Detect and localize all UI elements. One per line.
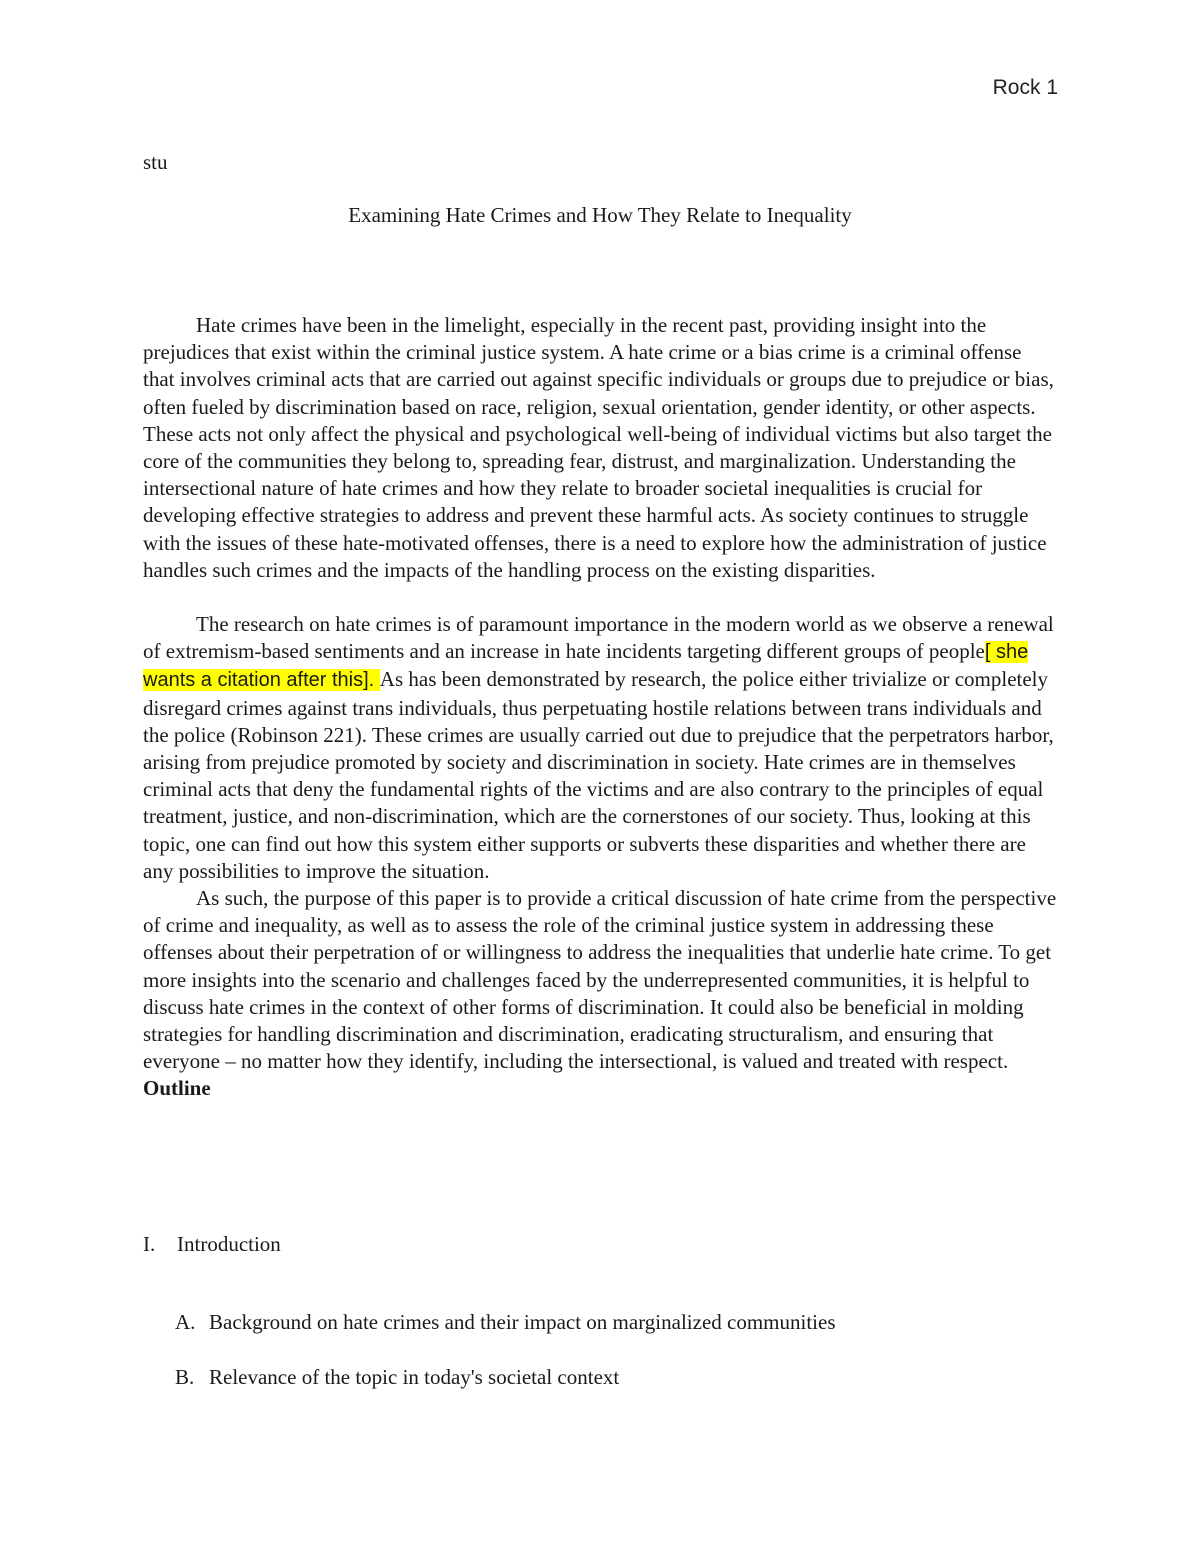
outline-item-background [175,1310,836,1335]
student-name-line: stu [143,150,168,174]
outline-item-introduction [143,1232,281,1257]
outline-item-relevance [175,1365,619,1390]
paper-title: Examining Hate Crimes and How They Relate to Inequality [348,203,852,227]
paper-body [143,312,1058,1103]
outline-item-number: B. [175,1365,195,1389]
outline-item-text: Introduction [177,1232,281,1256]
paragraph-research [143,611,1058,885]
outline-heading: Outline [143,1076,211,1101]
paragraph-intro: Hate crimes have been in the limelight, especially in the recent past, providing insight into the prejudices that exist within the criminal justice system. A hate crime or a bias crime is a criminal offense that involves criminal acts that are carried out against specific individuals or groups due to prejudice or bias, often fueled by discrimination based on race, religion, sexual orientation, gender identity, or other aspects. These acts not only affect the physical and psychological well-being of individual victims but also target the core of the communities they belong to, spreading fear, distrust, and marginalization. Understanding the intersectional nature of hate crimes and how they relate to broader societal inequalities is crucial for developing effective strategies to address and prevent these harmful acts. As society continues to struggle with the issues of these hate-motivated offenses, there is a need to explore how the administration of justice handles such crimes and the impacts of the handling process on the existing disparities. [143,313,1054,582]
outline-item-number: A. [175,1310,196,1334]
paragraph-research-text-after: As has been demonstrated by research, the police either trivialize or completely disregard crimes against trans individuals, thus perpetuating hostile relations between trans individuals and the police (Robinson 221). These crimes are usually carried out due to prejudice that the perpetrators harbor, arising from prejudice promoted by society and discrimination in society. Hate crimes are in themselves criminal acts that deny the fundamental rights of the victims and are also contrary to the principles of equal treatment, justice, and non-discrimination, which are the cornerstones of our society. Thus, looking at this topic, one can find out how this system either supports or subverts these disparities and whether there are any possibilities to improve the situation. [143,667,1054,883]
page-header: Rock 1 [992,76,1058,99]
outline-item-number: I. [143,1232,156,1256]
paragraph-research-text-before: The research on hate crimes is of paramount importance in the modern world as we observe a renewal of extremism-based sentiments and an increase in hate incidents targeting different groups of people [143,612,1054,664]
outline-item-text: Relevance of the topic in today's societal context [209,1365,620,1389]
reviewer-comment-highlight: [ she wants a citation after this]. [143,641,1029,692]
paragraph-purpose: As such, the purpose of this paper is to provide a critical discussion of hate crime from the perspective of crime and inequality, as well as to assess the role of the criminal justice system in addressing these offenses about their perpetration of or willingness to address the inequalities that underlie hate crime. To get more insights into the scenario and challenges faced by the underrepresented communities, it is helpful to discuss hate crimes in the context of other forms of discrimination. It could also be beneficial in molding strategies for handling discrimination and discrimination, eradicating structuralism, and ensuring that everyone – no matter how they identify, including the intersectional, is valued and treated with respect. [143,886,1057,1074]
outline-item-text: Background on hate crimes and their impact on marginalized communities [209,1310,836,1334]
